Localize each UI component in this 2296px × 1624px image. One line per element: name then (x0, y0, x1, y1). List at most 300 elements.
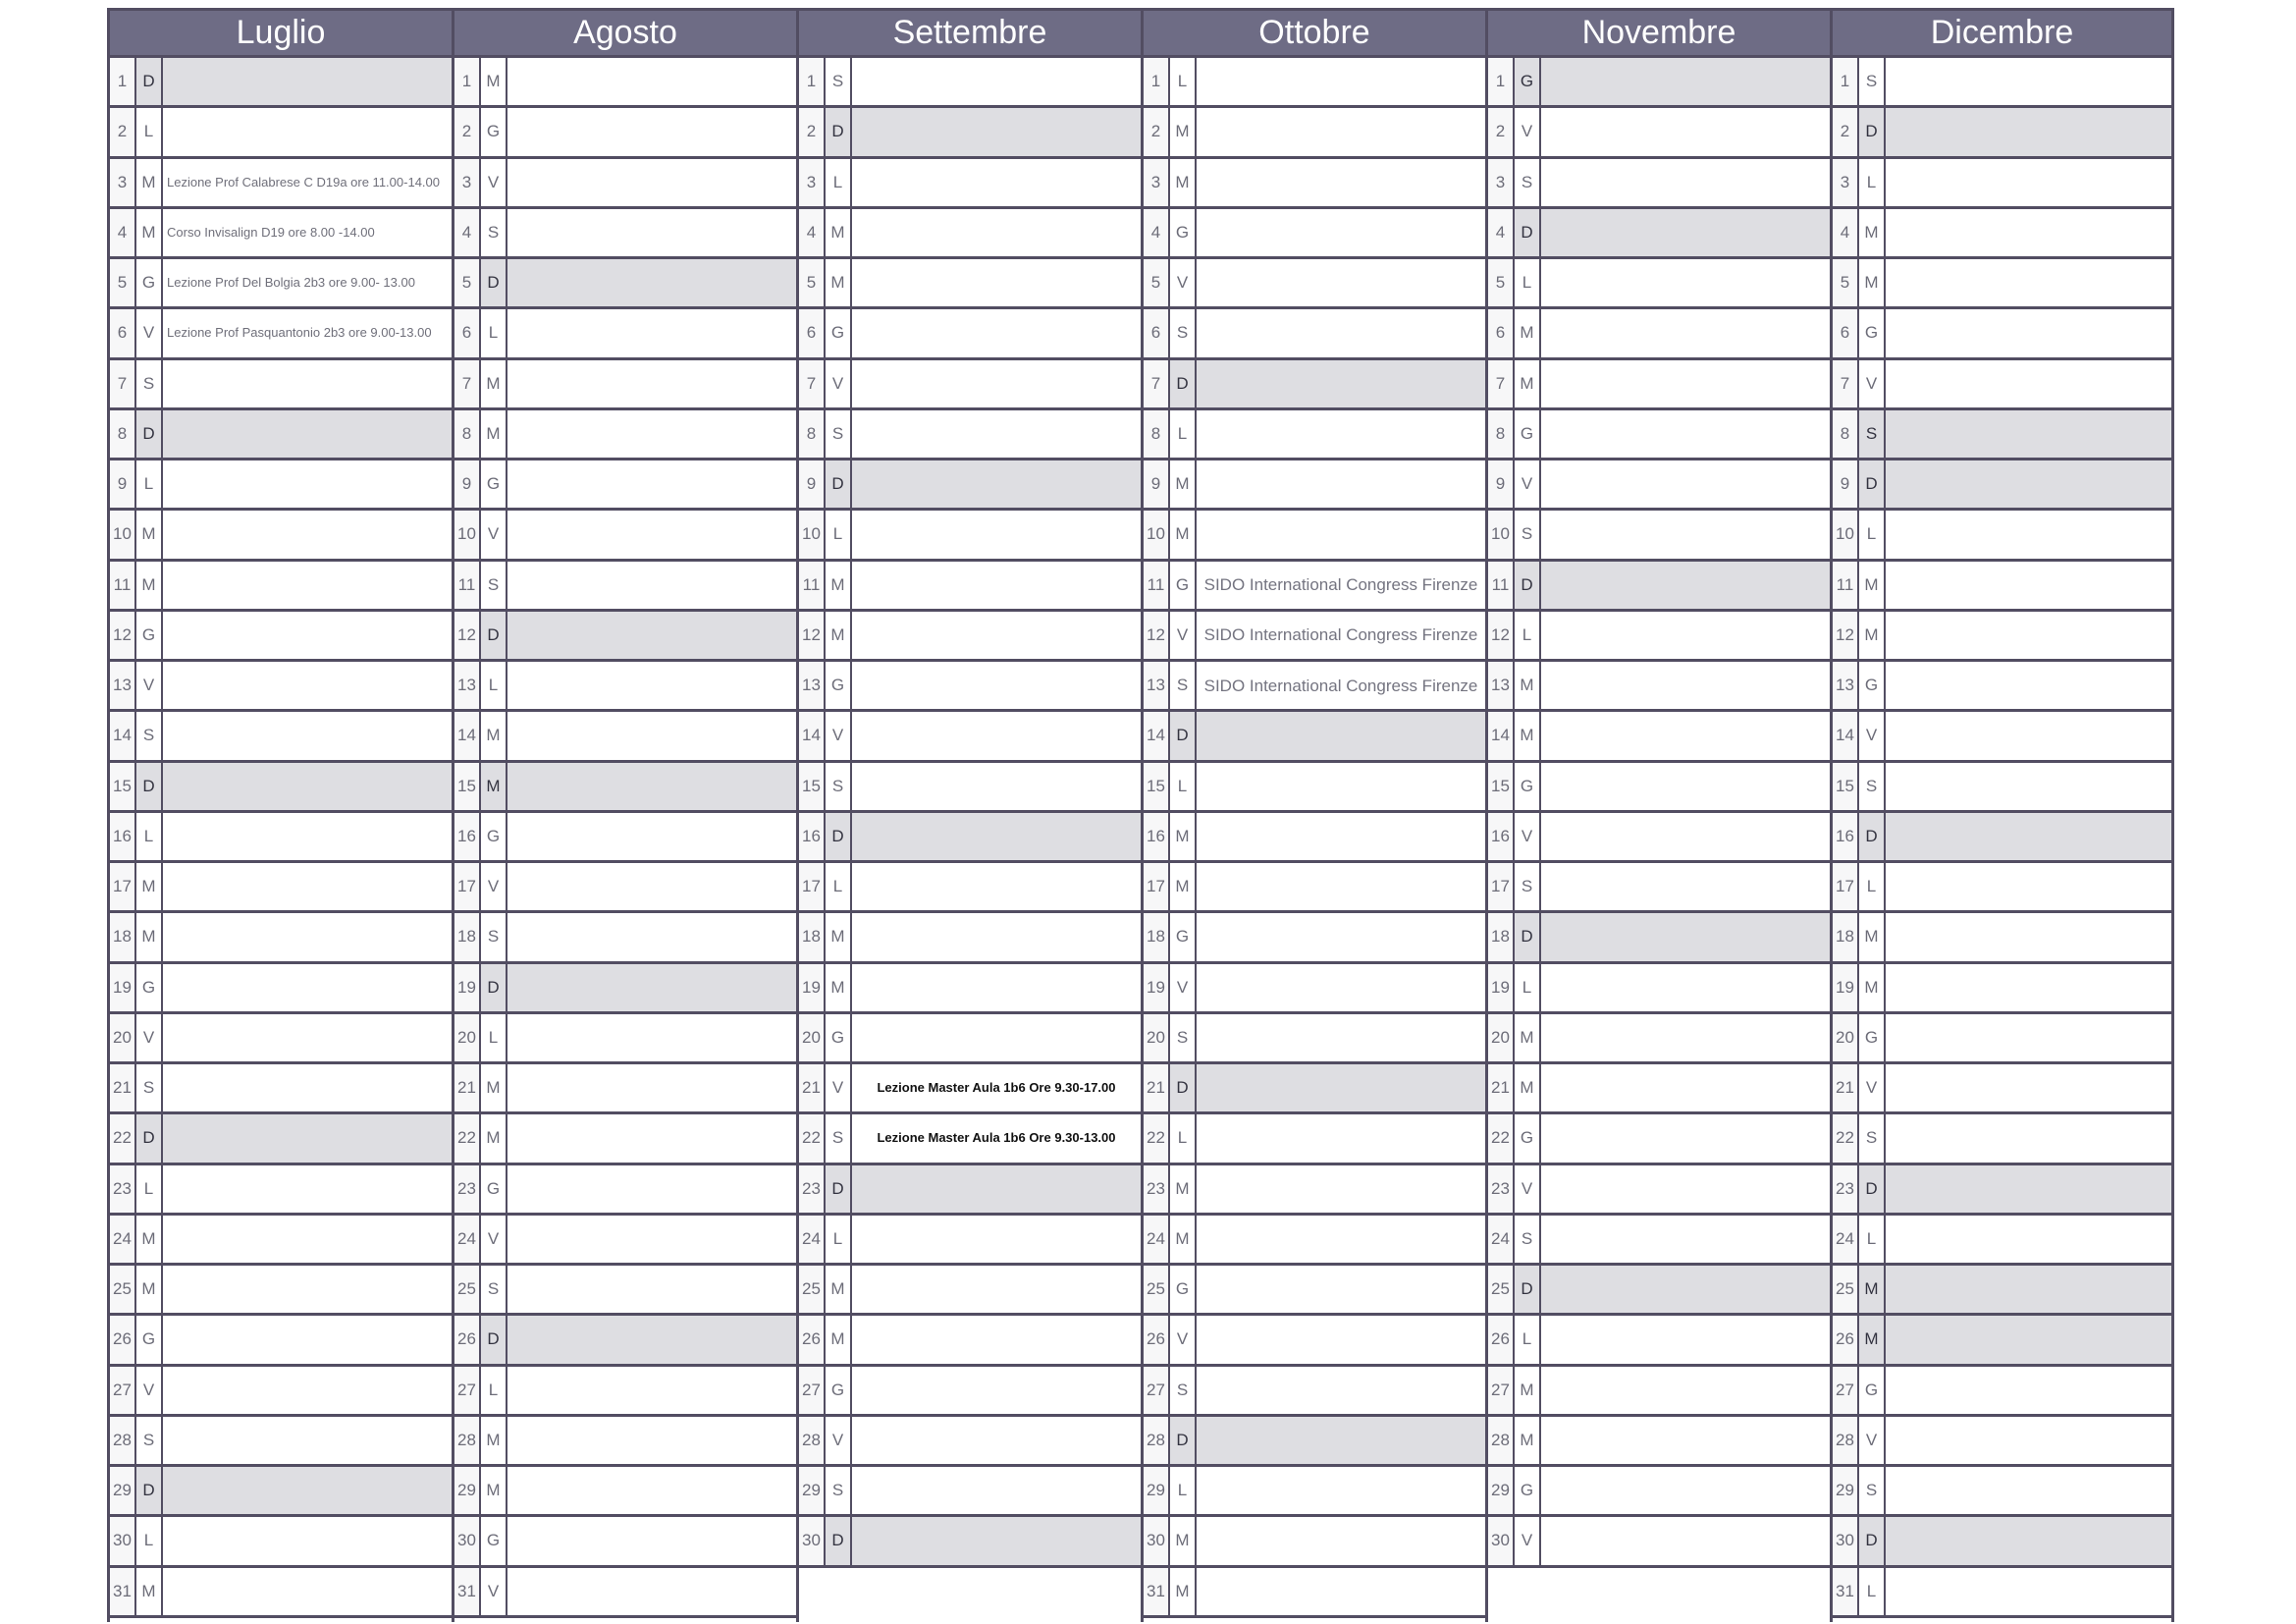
day-note[interactable] (1886, 1165, 2171, 1213)
day-note[interactable] (1886, 1064, 2171, 1111)
day-note[interactable] (852, 209, 1141, 256)
day-row[interactable] (1144, 511, 1485, 561)
day-note[interactable] (507, 259, 796, 306)
day-note[interactable] (1197, 964, 1485, 1011)
day-note[interactable] (163, 460, 452, 508)
day-row[interactable] (1833, 209, 2171, 259)
day-row[interactable] (799, 1417, 1141, 1467)
day-note[interactable] (507, 58, 796, 105)
day-note[interactable] (507, 209, 796, 256)
day-row[interactable] (799, 410, 1141, 460)
day-note[interactable] (1886, 1316, 2171, 1363)
day-note[interactable] (1197, 1014, 1485, 1061)
day-note[interactable] (163, 1014, 452, 1061)
day-row[interactable] (454, 1316, 796, 1366)
day-row[interactable] (454, 360, 796, 410)
day-note[interactable] (1886, 511, 2171, 558)
day-row[interactable] (454, 913, 796, 963)
day-note[interactable] (163, 1216, 452, 1263)
day-row[interactable] (799, 1467, 1141, 1517)
day-note[interactable] (1886, 209, 2171, 256)
day-row[interactable] (1144, 763, 1485, 813)
day-row[interactable] (1833, 460, 2171, 511)
day-row[interactable] (1833, 562, 2171, 612)
day-row[interactable] (110, 1266, 452, 1316)
day-row[interactable] (1488, 259, 1830, 309)
day-note[interactable] (852, 58, 1141, 105)
day-note[interactable] (1886, 1266, 2171, 1313)
day-row[interactable] (1488, 511, 1830, 561)
day-row[interactable] (110, 1114, 452, 1164)
day-row[interactable] (454, 612, 796, 662)
day-note[interactable] (1197, 1517, 1485, 1564)
day-note[interactable] (1197, 58, 1485, 105)
day-note[interactable] (1197, 813, 1485, 860)
day-row[interactable] (454, 1467, 796, 1517)
day-note[interactable] (163, 662, 452, 709)
day-note[interactable] (1197, 1367, 1485, 1414)
day-note[interactable] (852, 612, 1141, 659)
day-row[interactable] (799, 1367, 1141, 1417)
day-row[interactable] (110, 813, 452, 863)
day-row[interactable] (1144, 863, 1485, 913)
day-row[interactable] (110, 712, 452, 762)
day-row[interactable] (1144, 309, 1485, 359)
day-row[interactable] (454, 460, 796, 511)
day-row[interactable] (1144, 1467, 1485, 1517)
day-row[interactable] (454, 562, 796, 612)
day-row[interactable] (454, 1165, 796, 1216)
day-row[interactable] (1144, 1014, 1485, 1064)
day-note[interactable] (1541, 410, 1830, 458)
day-row[interactable] (799, 1114, 1141, 1164)
day-row[interactable] (1144, 913, 1485, 963)
day-note[interactable] (1886, 1568, 2171, 1615)
day-note[interactable] (163, 562, 452, 609)
day-row[interactable] (1144, 1316, 1485, 1366)
day-row[interactable] (110, 360, 452, 410)
day-row[interactable] (799, 863, 1141, 913)
day-note[interactable] (852, 913, 1141, 960)
day-note[interactable] (507, 913, 796, 960)
day-row[interactable] (799, 360, 1141, 410)
day-note[interactable] (1541, 1517, 1830, 1564)
day-row[interactable] (1144, 460, 1485, 511)
day-row[interactable] (1488, 813, 1830, 863)
day-note[interactable] (1541, 360, 1830, 407)
day-row[interactable] (1833, 763, 2171, 813)
day-note[interactable] (507, 712, 796, 759)
day-row[interactable] (1833, 58, 2171, 108)
day-row[interactable] (454, 309, 796, 359)
day-row[interactable] (1488, 159, 1830, 209)
day-row[interactable] (799, 1165, 1141, 1216)
day-note[interactable] (852, 360, 1141, 407)
day-row[interactable] (454, 1064, 796, 1114)
day-note[interactable] (1886, 913, 2171, 960)
day-note[interactable] (852, 1014, 1141, 1061)
day-note[interactable] (1541, 1114, 1830, 1162)
day-row[interactable] (110, 259, 452, 309)
day-note[interactable] (852, 309, 1141, 356)
day-row[interactable] (1144, 562, 1485, 612)
day-row[interactable] (110, 511, 452, 561)
day-row[interactable] (799, 1064, 1141, 1114)
day-note[interactable] (852, 1316, 1141, 1363)
day-note[interactable] (1886, 259, 2171, 306)
day-row[interactable] (1488, 1216, 1830, 1266)
day-note[interactable] (163, 763, 452, 810)
day-row[interactable] (1833, 1114, 2171, 1164)
day-note[interactable] (852, 562, 1141, 609)
day-row[interactable] (110, 1014, 452, 1064)
day-row[interactable] (110, 410, 452, 460)
day-row[interactable] (799, 1014, 1141, 1064)
day-note[interactable] (1197, 1467, 1485, 1514)
day-note[interactable] (1197, 460, 1485, 508)
day-note[interactable] (507, 1417, 796, 1464)
day-note[interactable] (1197, 259, 1485, 306)
day-row[interactable] (1833, 1064, 2171, 1114)
day-note[interactable] (1197, 511, 1485, 558)
day-row[interactable] (1488, 1316, 1830, 1366)
day-note[interactable] (1541, 964, 1830, 1011)
day-row[interactable] (110, 108, 452, 158)
day-note[interactable] (1886, 1517, 2171, 1564)
day-note[interactable] (507, 1367, 796, 1414)
day-row[interactable] (110, 1367, 452, 1417)
day-row[interactable] (1144, 410, 1485, 460)
day-row[interactable] (799, 259, 1141, 309)
day-note[interactable] (1886, 159, 2171, 206)
day-row[interactable] (799, 209, 1141, 259)
day-note[interactable] (507, 1568, 796, 1615)
day-note[interactable] (1541, 1216, 1830, 1263)
day-row[interactable] (110, 1064, 452, 1114)
day-row[interactable] (1144, 1367, 1485, 1417)
day-row[interactable] (1833, 360, 2171, 410)
day-row[interactable] (1488, 1266, 1830, 1316)
day-note[interactable] (1541, 58, 1830, 105)
day-note[interactable] (163, 1568, 452, 1615)
day-note[interactable] (852, 1517, 1141, 1564)
day-note[interactable] (1197, 1064, 1485, 1111)
day-row[interactable] (1488, 1114, 1830, 1164)
day-note[interactable] (1886, 58, 2171, 105)
day-note[interactable] (1541, 108, 1830, 155)
day-note[interactable] (1541, 712, 1830, 759)
day-note[interactable] (1886, 1114, 2171, 1162)
day-note[interactable] (1886, 410, 2171, 458)
day-note[interactable] (1541, 1316, 1830, 1363)
day-row[interactable] (799, 108, 1141, 158)
day-row[interactable] (110, 1517, 452, 1567)
day-note[interactable]: SIDO International Congress Firenze (1203, 676, 1478, 695)
day-note[interactable] (1886, 360, 2171, 407)
day-row[interactable] (110, 562, 452, 612)
day-note[interactable] (852, 662, 1141, 709)
day-row[interactable] (1144, 1517, 1485, 1567)
day-note[interactable] (507, 1216, 796, 1263)
day-note[interactable] (1541, 259, 1830, 306)
day-row[interactable] (1488, 1064, 1830, 1114)
day-note[interactable] (507, 460, 796, 508)
day-row[interactable] (454, 863, 796, 913)
day-row[interactable] (1833, 1266, 2171, 1316)
day-row[interactable] (1488, 309, 1830, 359)
day-row[interactable] (1144, 1417, 1485, 1467)
day-note[interactable] (1886, 763, 2171, 810)
day-row[interactable] (1833, 612, 2171, 662)
day-note[interactable] (852, 763, 1141, 810)
day-note[interactable] (1197, 1568, 1485, 1615)
day-note[interactable] (1886, 562, 2171, 609)
day-note[interactable] (1886, 662, 2171, 709)
day-note[interactable]: Corso Invisalign D19 ore 8.00 -14.00 (167, 224, 375, 240)
day-note[interactable] (852, 1467, 1141, 1514)
day-note[interactable] (163, 813, 452, 860)
day-row[interactable] (1144, 159, 1485, 209)
day-note[interactable] (507, 612, 796, 659)
day-row[interactable] (799, 460, 1141, 511)
day-note[interactable] (507, 863, 796, 910)
day-row[interactable] (1833, 410, 2171, 460)
day-row[interactable] (1488, 1014, 1830, 1064)
day-row[interactable] (1144, 360, 1485, 410)
day-row[interactable] (1144, 1064, 1485, 1114)
day-row[interactable] (1488, 712, 1830, 762)
day-row[interactable] (1833, 259, 2171, 309)
day-note[interactable] (1197, 410, 1485, 458)
day-row[interactable] (1833, 964, 2171, 1014)
day-row[interactable] (454, 1114, 796, 1164)
day-row[interactable] (1833, 1165, 2171, 1216)
day-row[interactable] (1488, 1467, 1830, 1517)
day-note[interactable] (852, 1417, 1141, 1464)
day-note[interactable] (1197, 309, 1485, 356)
day-note[interactable] (1541, 1014, 1830, 1061)
day-row[interactable] (1833, 1367, 2171, 1417)
day-note[interactable] (852, 108, 1141, 155)
day-note[interactable] (1886, 1014, 2171, 1061)
day-note[interactable] (507, 108, 796, 155)
day-row[interactable] (110, 662, 452, 712)
day-note[interactable] (1886, 1367, 2171, 1414)
day-row[interactable] (1144, 58, 1485, 108)
day-note[interactable]: Lezione Master Aula 1b6 Ore 9.30-17.00 (877, 1080, 1116, 1095)
day-note[interactable] (1197, 863, 1485, 910)
day-note[interactable] (1197, 159, 1485, 206)
day-note[interactable] (507, 360, 796, 407)
day-row[interactable] (1833, 863, 2171, 913)
day-row[interactable] (1144, 662, 1485, 712)
day-note[interactable] (163, 1367, 452, 1414)
day-row[interactable] (110, 460, 452, 511)
day-row[interactable] (1833, 1467, 2171, 1517)
day-note[interactable] (852, 863, 1141, 910)
day-note[interactable] (1886, 460, 2171, 508)
day-row[interactable] (454, 1216, 796, 1266)
day-row[interactable] (799, 612, 1141, 662)
day-note[interactable] (1541, 159, 1830, 206)
day-row[interactable] (1488, 562, 1830, 612)
day-row[interactable] (1833, 159, 2171, 209)
day-note[interactable] (163, 1165, 452, 1213)
day-row[interactable] (454, 1266, 796, 1316)
day-note[interactable] (163, 360, 452, 407)
day-note[interactable] (163, 913, 452, 960)
day-row[interactable] (110, 913, 452, 963)
day-note[interactable] (1541, 913, 1830, 960)
day-note[interactable] (1886, 964, 2171, 1011)
day-note[interactable] (852, 1367, 1141, 1414)
day-note[interactable] (1197, 1216, 1485, 1263)
day-row[interactable] (1488, 460, 1830, 511)
day-row[interactable] (110, 612, 452, 662)
day-note[interactable] (507, 662, 796, 709)
day-row[interactable] (799, 763, 1141, 813)
day-note[interactable] (163, 712, 452, 759)
day-row[interactable] (110, 763, 452, 813)
day-row[interactable] (1833, 309, 2171, 359)
day-row[interactable] (799, 964, 1141, 1014)
day-row[interactable] (799, 58, 1141, 108)
day-row[interactable] (1488, 863, 1830, 913)
day-row[interactable] (1144, 1266, 1485, 1316)
day-note[interactable] (1541, 1467, 1830, 1514)
day-row[interactable] (454, 662, 796, 712)
day-row[interactable] (1144, 1216, 1485, 1266)
day-note[interactable] (507, 1517, 796, 1564)
day-row[interactable] (799, 662, 1141, 712)
day-row[interactable] (1144, 108, 1485, 158)
day-note[interactable]: SIDO International Congress Firenze (1203, 575, 1478, 594)
day-row[interactable] (1833, 813, 2171, 863)
day-row[interactable] (799, 1216, 1141, 1266)
day-row[interactable] (1488, 360, 1830, 410)
day-row[interactable] (110, 1216, 452, 1266)
day-row[interactable] (1488, 410, 1830, 460)
day-row[interactable] (110, 1417, 452, 1467)
day-note[interactable]: Lezione Master Aula 1b6 Ore 9.30-13.00 (877, 1130, 1116, 1146)
day-note[interactable] (1886, 108, 2171, 155)
day-row[interactable] (454, 108, 796, 158)
day-row[interactable] (454, 159, 796, 209)
day-note[interactable] (1197, 108, 1485, 155)
day-row[interactable] (1833, 1014, 2171, 1064)
day-note[interactable] (852, 1165, 1141, 1213)
day-note[interactable] (1541, 662, 1830, 709)
day-row[interactable] (1833, 1568, 2171, 1618)
day-row[interactable] (799, 309, 1141, 359)
day-note[interactable] (507, 813, 796, 860)
day-note[interactable]: SIDO International Congress Firenze (1203, 625, 1478, 645)
day-row[interactable] (1488, 913, 1830, 963)
day-note[interactable] (163, 1517, 452, 1564)
day-row[interactable] (110, 58, 452, 108)
day-row[interactable] (1488, 1517, 1830, 1567)
day-note[interactable] (507, 410, 796, 458)
day-note[interactable] (1197, 1417, 1485, 1464)
day-row[interactable] (1144, 1165, 1485, 1216)
day-row[interactable] (454, 763, 796, 813)
day-note[interactable] (1541, 863, 1830, 910)
day-note[interactable] (1541, 763, 1830, 810)
day-row[interactable] (454, 209, 796, 259)
day-row[interactable] (799, 511, 1141, 561)
day-note[interactable] (163, 108, 452, 155)
day-note[interactable] (1541, 511, 1830, 558)
day-row[interactable] (454, 1417, 796, 1467)
day-row[interactable] (1488, 1165, 1830, 1216)
day-note[interactable] (1541, 460, 1830, 508)
day-note[interactable] (163, 1417, 452, 1464)
day-note[interactable] (1541, 1165, 1830, 1213)
day-note[interactable] (507, 511, 796, 558)
day-note[interactable] (507, 763, 796, 810)
day-row[interactable] (110, 1316, 452, 1366)
day-note[interactable] (852, 1266, 1141, 1313)
day-row[interactable] (1833, 108, 2171, 158)
day-row[interactable] (1488, 1367, 1830, 1417)
day-row[interactable] (799, 913, 1141, 963)
day-note[interactable] (507, 1467, 796, 1514)
day-note[interactable] (1541, 1367, 1830, 1414)
day-row[interactable] (110, 159, 452, 209)
day-note[interactable] (852, 1216, 1141, 1263)
day-row[interactable] (1144, 813, 1485, 863)
day-row[interactable] (454, 1568, 796, 1618)
day-note[interactable] (163, 964, 452, 1011)
day-note[interactable] (1886, 612, 2171, 659)
day-row[interactable] (1833, 712, 2171, 762)
day-note[interactable] (507, 1014, 796, 1061)
day-note[interactable] (507, 1316, 796, 1363)
day-note[interactable] (852, 159, 1141, 206)
day-note[interactable] (1197, 209, 1485, 256)
day-note[interactable] (507, 1114, 796, 1162)
day-row[interactable] (454, 1367, 796, 1417)
day-note[interactable] (507, 1165, 796, 1213)
day-note[interactable] (1197, 1114, 1485, 1162)
day-row[interactable] (1488, 612, 1830, 662)
day-row[interactable] (799, 813, 1141, 863)
day-note[interactable] (1541, 309, 1830, 356)
day-note[interactable] (1197, 763, 1485, 810)
day-row[interactable] (110, 964, 452, 1014)
day-note[interactable] (507, 309, 796, 356)
day-note[interactable] (507, 1064, 796, 1111)
day-row[interactable] (454, 1014, 796, 1064)
day-row[interactable] (799, 1316, 1141, 1366)
day-note[interactable] (1886, 712, 2171, 759)
day-note[interactable] (1886, 309, 2171, 356)
day-note[interactable] (163, 58, 452, 105)
day-note[interactable] (507, 1266, 796, 1313)
day-note[interactable]: Lezione Prof Del Bolgia 2b3 ore 9.00- 13.00 (167, 275, 415, 290)
day-row[interactable] (1488, 964, 1830, 1014)
day-row[interactable] (799, 1517, 1141, 1567)
day-row[interactable] (1144, 259, 1485, 309)
day-note[interactable] (852, 410, 1141, 458)
day-note[interactable] (1886, 1417, 2171, 1464)
day-note[interactable] (1886, 813, 2171, 860)
day-row[interactable] (799, 1266, 1141, 1316)
day-row[interactable] (110, 1467, 452, 1517)
day-row[interactable] (454, 1517, 796, 1567)
day-row[interactable] (1833, 511, 2171, 561)
day-note[interactable] (1541, 209, 1830, 256)
